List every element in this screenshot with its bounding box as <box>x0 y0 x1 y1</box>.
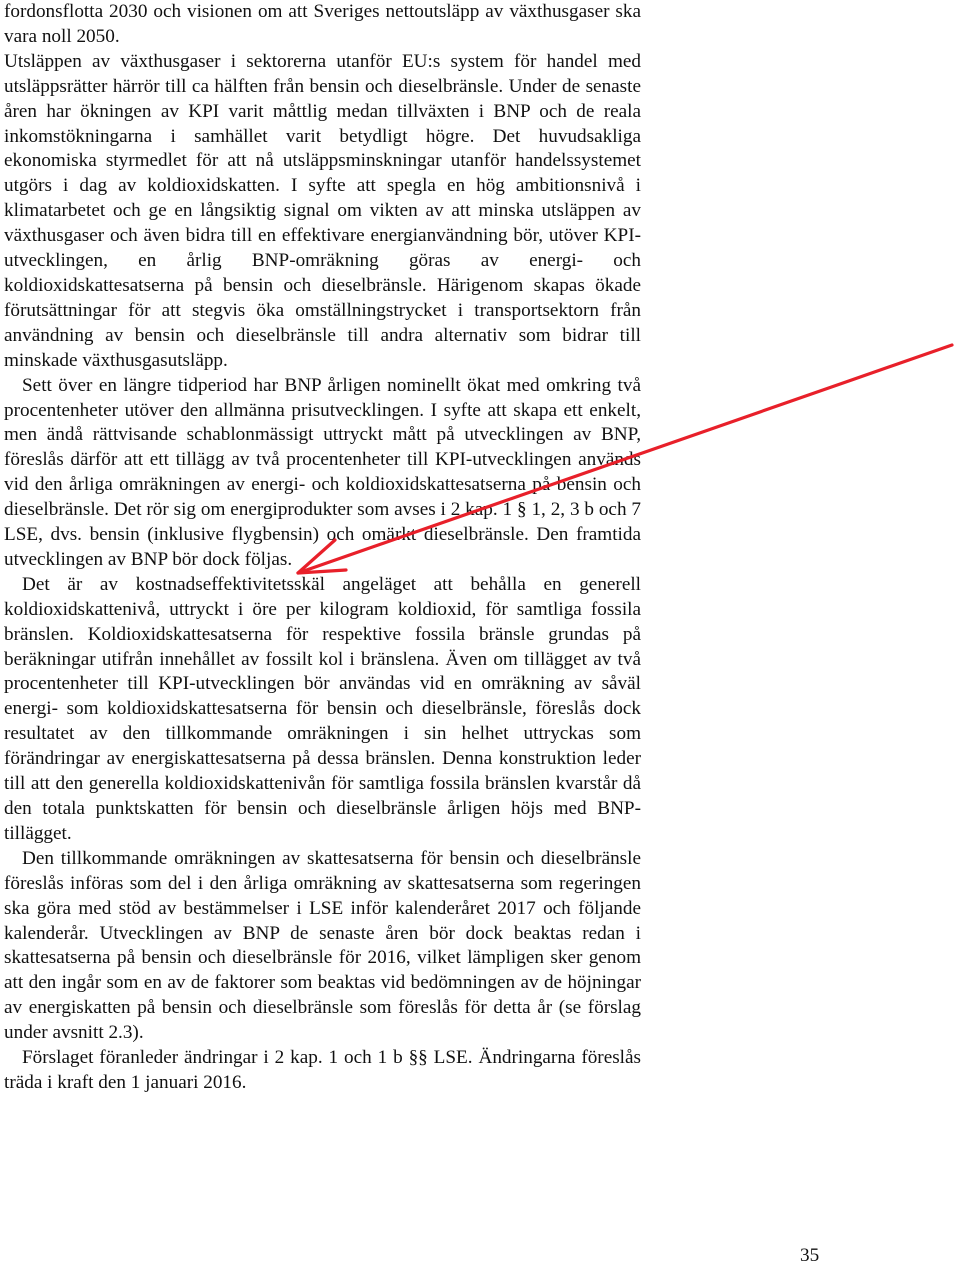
page-number: 35 <box>800 1245 820 1266</box>
paragraph-3: Sett över en längre tidperiod har BNP årligen nominellt ökat med omkring två procentenheter utöver den allmänna prisutvecklingen. I syfte att skapa ett enkelt, men ändå rättvisande schablonmässigt uttryckt mått på utvecklingen av BNP, föreslås därför att ett tillägg av två procentenheter till KPI-utvecklingen används vid den årliga omräkningen av energi- och koldioxidskattesatserna på bensin och dieselbränsle. Det rör sig om energiprodukter som avses i 2 kap. 1 § 1, 2, 3 b och 7 LSE, dvs. bensin (inklusive flygbensin) och omärkt dieselbränsle. Den framtida utvecklingen av BNP bör dock följas. <box>4 374 641 570</box>
paragraph-2: Utsläppen av växthusgaser i sektorerna utanför EU:s system för handel med utsläppsrätter härrör till ca hälften från bensin och dieselbränsle. Under de senaste åren har ökningen av KPI varit måttlig medan tillväxten i BNP och de reala inkomstökningarna i samhället varit betydligt högre. Det huvudsakliga ekonomiska styrmedlet för att nå utsläppsminskningar utanför handelssystemet utgörs i dag av koldioxidskatten. I syfte att spegla en hög ambitionsnivå i klimatarbetet och ge en långsiktig signal om vikten av att minska utsläppen av växthusgaser och även bidra till en effektivare energianvändning bör, utöver KPI-utvecklingen, en årlig BNP-omräkning göras av energi- och koldioxidskattesatserna på bensin och dieselbränsle. Härigenom skapas ökade förutsättningar för att stegvis öka omställningstrycket i transportsektorn från användning av bensin och dieselbränsle till andra alternativ som bidrar till minskade växthusgasutsläpp. <box>4 50 641 371</box>
paragraph-6: Förslaget föranleder ändringar i 2 kap. 1 och 1 b §§ LSE. Ändringarna föreslås träda i kraft den 1 januari 2016. <box>4 1047 641 1093</box>
paragraph-1: fordonsflotta 2030 och visionen om att Sveriges nettoutsläpp av växthusgaser ska vara noll 2050. <box>4 1 641 47</box>
paragraph-5: Den tillkommande omräkningen av skattesatserna för bensin och dieselbränsle föreslås införas som del i den årliga omräkning av skattesatserna som regeringen ska göra med stöd av bestämmelser i LSE inför kalenderåret 2017 och följande kalenderår. Utvecklingen av BNP de senaste åren bör dock beaktas redan i skattesatserna på bensin och dieselbränsle för 2016, vilket lämpligen sker genom att den ingår som en av de faktorer som beaktas vid bedömningen av de höjningar av energiskatten på bensin och dieselbränsle som föreslås för detta år (se förslag under avsnitt 2.3). <box>4 847 641 1044</box>
paragraph-4: Det är av kostnadseffektivitetsskäl angeläget att behålla en generell koldioxidskattenivå, uttryckt i öre per kilogram koldioxid, för samtliga fossila bränslen. Koldioxidskattesatserna för respektive fossila bränsle grundas på beräkningar utifrån innehållet av fossilt kol i bränslena. Även om tillägget av två procentenheter till KPI-utvecklingen bör användas vid en omräkning av såväl energi- som koldioxidskattesatserna för bensin och dieselbränsle, föreslås dock resultatet av den tillkommande omräkningen i sin helhet uttryckas som förändringar av energiskattesatserna på dessa bränslen. Denna konstruktion leder till att den generella koldioxidskattenivån för samtliga fossila bränslen kvarstår då den totala punktskatten för bensin och dieselbränsle årligen höjs med BNP-tillägget. <box>4 573 641 844</box>
body-text <box>4 0 641 1096</box>
